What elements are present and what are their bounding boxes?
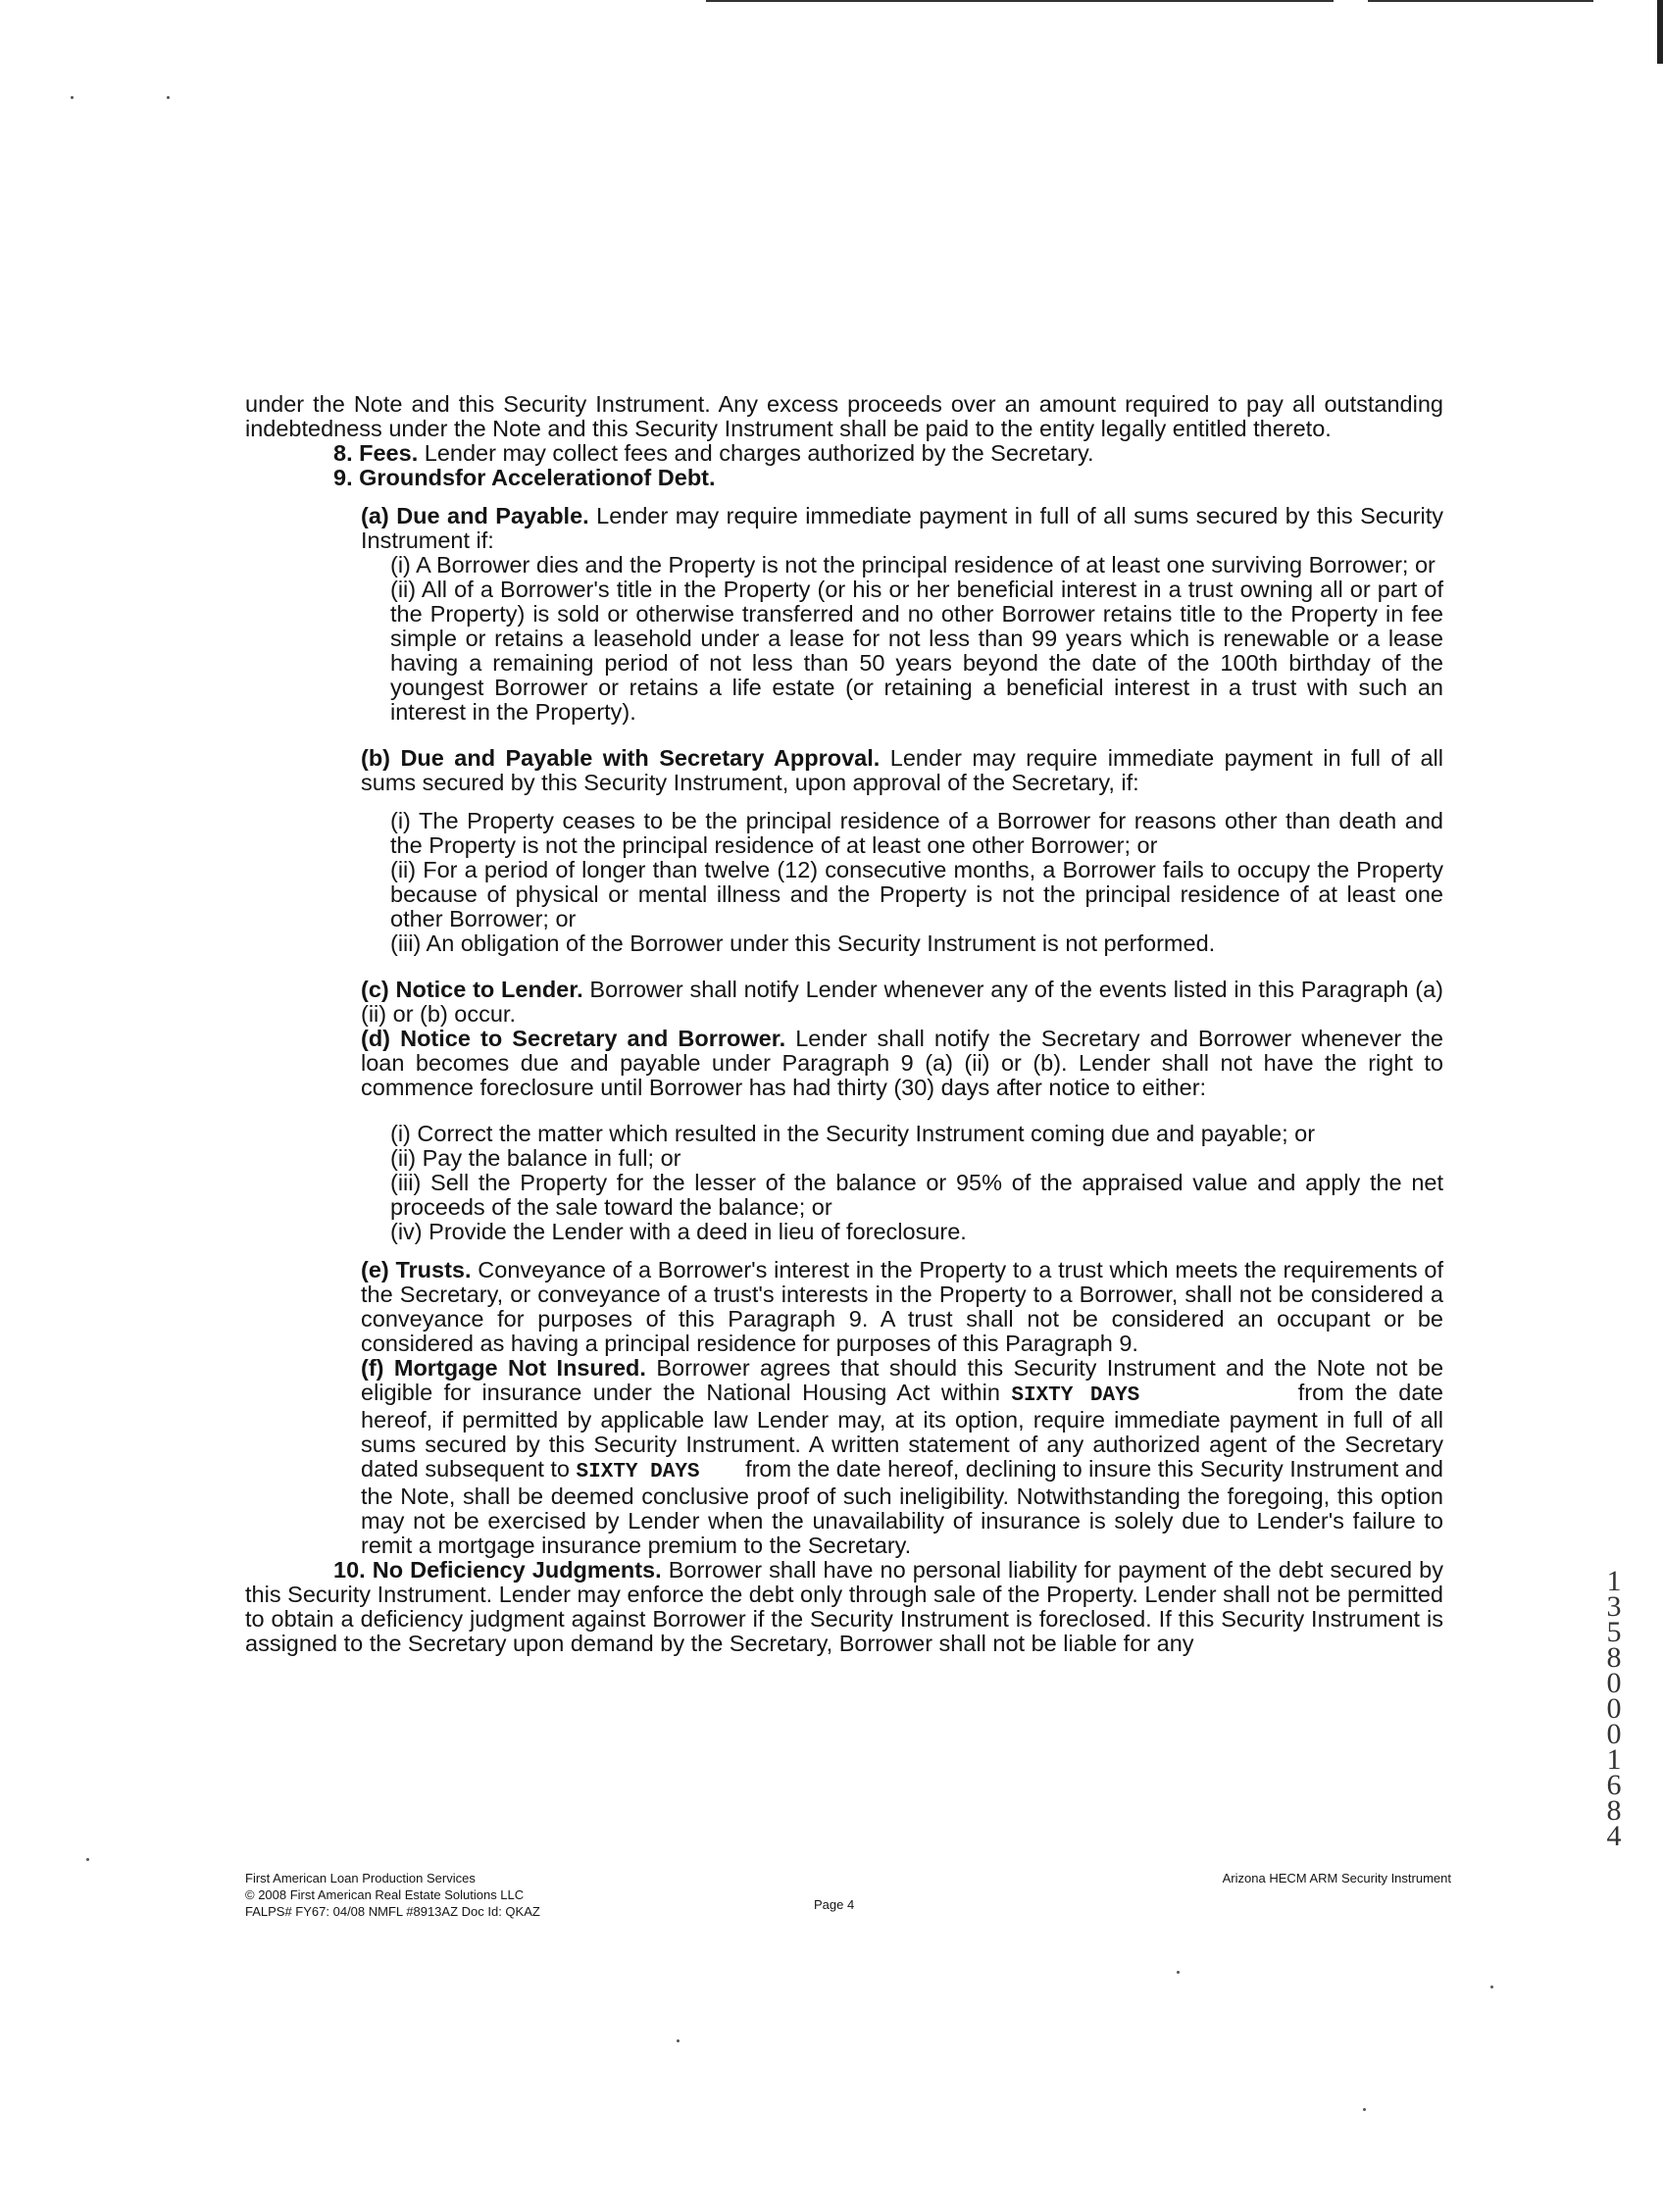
footer-document-title: Arizona HECM ARM Security Instrument [1222,1871,1451,1885]
clause-a-heading: (a) Due and Payable. [361,503,589,528]
clause-f-text-3: from the date hereof, declining to insure this Security Instrument and the Note, shall be deemed conclusive proof of such ineligibility. Notwithstanding the foregoing, this option may not be exercised by Lender when the unavailability of insurance is solely due to Lender's failure to remit a mortgage insurance premium to the Secretary. [361,1456,1443,1558]
document-body [245,392,1443,1656]
scan-speck [1490,1986,1493,1988]
clause-f-text-1: Borrower agrees that should this Security Instrument and the Note not be eligible for insurance under the National Housing Act within [361,1355,1444,1405]
clause-d-ii: (ii) Pay the balance in full; or [390,1145,681,1171]
footer-company: First American Loan Production Services [245,1871,476,1885]
scan-top-line [1368,0,1593,2]
scan-speck [71,96,74,99]
section-8-text: Lender may collect fees and charges authorized by the Secretary. [418,440,1094,466]
clause-b-text: Lender may require immediate payment in full of all sums secured by this Security Instrument, upon approval of the Secretary, if: [361,745,1443,795]
intro-paragraph: under the Note and this Security Instrument. Any excess proceeds over an amount required to pay all outstanding indebtedness under the Note and this Security Instrument shall be paid to the entity legally entitled thereto. [245,391,1443,441]
page-number: Page 4 [814,1897,855,1912]
clause-b-iii: (iii) An obligation of the Borrower under this Security Instrument is not performed. [390,930,1216,956]
section-9-title: 9. Groundsfor Accelerationof Debt. [333,465,716,490]
clause-b [245,746,1443,795]
section-10-heading: 10. No Deficiency Judgments. [333,1557,662,1583]
clause-f [245,1356,1443,1558]
recording-number-stamp: 135800 01684 [1606,1565,1629,1852]
clause-c-text: Borrower shall notify Lender whenever any of the events listed in this Paragraph (a) (ii) or (b) occur. [361,977,1443,1027]
clause-b-ii: (ii) For a period of longer than twelve (12) consecutive months, a Borrower fails to occupy the Property because of physical or mental illness and the Property is not the principal residence of at least one other Borrower; or [390,857,1443,931]
scan-speck [677,2039,680,2042]
clause-f-days-2: SIXTY DAYS [576,1461,700,1483]
footer-left [245,1870,540,1920]
clause-c-heading: (c) Notice to Lender. [361,977,583,1002]
scan-top-line [706,0,1334,2]
clause-d [245,1027,1443,1100]
footer-form-id: FALPS# FY67: 04/08 NMFL #8913AZ Doc Id: QKAZ [245,1904,540,1919]
clause-e-heading: (e) Trusts. [361,1257,472,1282]
scan-speck [1363,2108,1366,2111]
clause-d-text: Lender shall notify the Secretary and Borrower whenever the loan becomes due and payable under Paragraph 9 (a) (ii) or (b). Lender shall not have the right to commence foreclosure until Borrower has had thirty (30) days after notice to either: [361,1026,1443,1100]
clause-d-i: (i) Correct the matter which resulted in the Security Instrument coming due and payable; or [390,1121,1316,1146]
section-10-text: Borrower shall have no personal liability for payment of the debt secured by this Security Instrument. Lender may enforce the debt only through sale of the Property. Lender shall not be permitted to obtain a deficiency judgment against Borrower if the Security Instrument is foreclosed. If this Security Instrument is assigned to the Secretary upon demand by the Secretary, Borrower shall not be liable for any [245,1557,1443,1656]
clause-f-heading: (f) Mortgage Not Insured. [361,1355,646,1381]
section-9-heading [245,466,1443,490]
scan-speck [167,96,170,99]
scan-edge-mark [1657,0,1663,64]
clause-b-i: (i) The Property ceases to be the principal residence of a Borrower for reasons other than death and the Property is not the principal residence of at least one other Borrower; or [390,808,1443,858]
scan-speck [1177,1971,1180,1974]
clause-e [245,1258,1443,1356]
clause-d-iv: (iv) Provide the Lender with a deed in lieu of foreclosure. [390,1219,967,1244]
section-8-heading: 8. Fees. [333,440,419,466]
clause-a-ii: (ii) All of a Borrower's title in the Property (or his or her beneficial interest in a trust owning all or part of the Property) is sold or otherwise transferred and no other Borrower retains title to the Property in fee simple or retains a leasehold under a lease for not less than 99 years which is renewable or a lease having a remaining period of not less than 50 years beyond the date of the 100th birthday of the youngest Borrower or retains a life estate (or retaining a beneficial interest in a trust with such an interest in the Property). [390,577,1443,725]
clause-f-text-2: from the date hereof, if permitted by applicable law Lender may, at its option, require immediate payment in full of all sums secured by this Security Instrument. A written statement of any authorized agent of the Secretary dated subsequent to [361,1380,1443,1482]
clause-f-days-1: SIXTY DAYS [1011,1384,1140,1407]
clause-a [245,504,1443,553]
clause-b-heading: (b) Due and Payable with Secretary Approval. [361,745,881,771]
footer-copyright: © 2008 First American Real Estate Solutions LLC [245,1887,525,1902]
section-8 [245,441,1443,466]
clause-d-heading: (d) Notice to Secretary and Borrower. [361,1026,786,1051]
clause-c [245,978,1443,1027]
clause-e-text: Conveyance of a Borrower's interest in the Property to a trust which meets the requirements of the Secretary, or conveyance of a trust's interests in the Property to a Borrower, shall not be considered a conveyance for purposes of this Paragraph 9. A trust shall not be considered an occupant or be considered as having a principal residence for purposes of this Paragraph 9. [361,1257,1443,1356]
scan-speck [86,1858,89,1861]
clause-a-i: (i) A Borrower dies and the Property is not the principal residence of at least one surviving Borrower; or [390,552,1436,578]
clause-d-iii: (iii) Sell the Property for the lesser of the balance or 95% of the appraised value and apply the net proceeds of the sale toward the balance; or [390,1170,1443,1220]
section-10 [245,1558,1443,1656]
clause-a-text: Lender may require immediate payment in full of all sums secured by this Security Instrument if: [361,503,1443,553]
